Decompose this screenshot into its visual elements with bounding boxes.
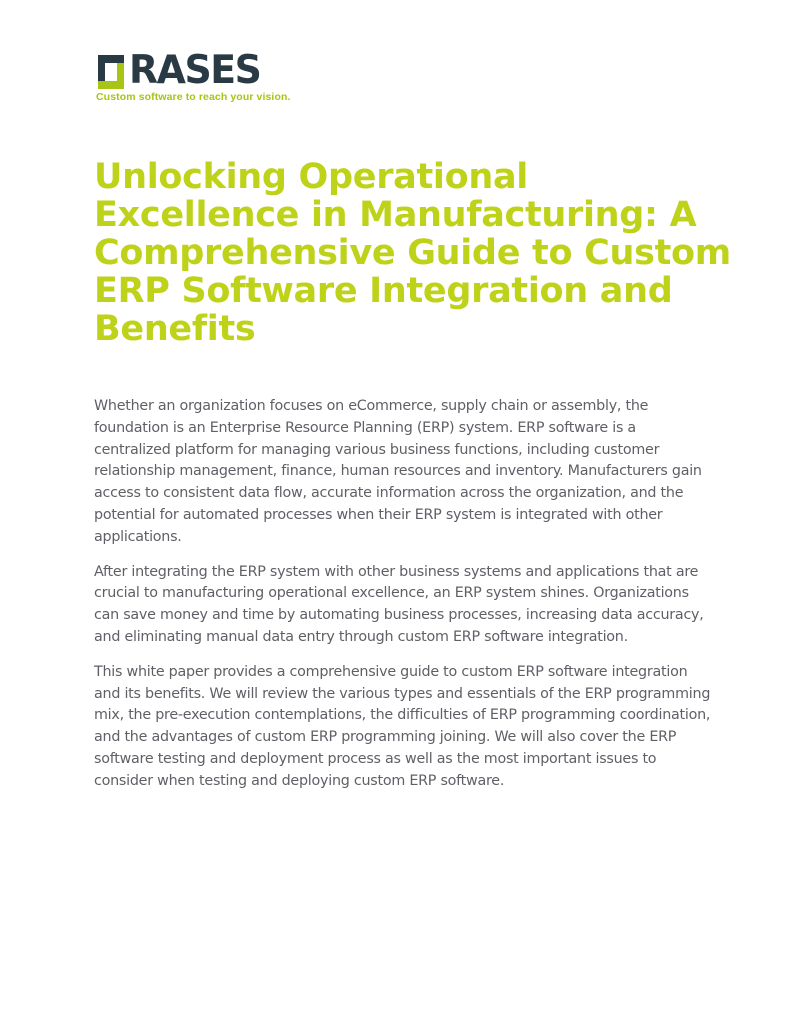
page-title: Unlocking Operational Excellence in Manufacturing: A Comprehensive Guide to Custom ERP Software Integration and Benefits (94, 157, 731, 349)
paragraph: Whether an organization focuses on eCommerce, supply chain or assembly, the foundation is an Enterprise Resource Planning (ERP) system. ERP software is a centralized platform for managing various business functions, including customer relationship management, finance, human resources and inventory. Manufacturers gain access to consistent data flow, accurate information across the organization, and the potential for automated processes when their ERP system is integrated with other applications. (94, 398, 702, 545)
paragraph: This white paper provides a comprehensive guide to custom ERP software integration and its benefits. We will review the various types and essentials of the ERP programming mix, the pre-execution contemplations, the difficulties of ERP programming coordination, and the advantages of custom ERP programming joining. We will also cover the ERP software testing and deployment process as well as the most important issues to consider when testing and deploying custom ERP software. (94, 663, 711, 789)
orases-logo (95, 48, 295, 105)
paragraph: After integrating the ERP system with other business systems and applications that are crucial to manufacturing operational excellence, an ERP system shines. Organizations can save money and time by automating business processes, increasing data accuracy, and eliminating manual data entry through custom ERP software integration. (94, 563, 704, 645)
orases-logo-mark-icon (95, 55, 127, 89)
body-text (94, 396, 714, 806)
logo-wordmark: RASES (129, 48, 261, 93)
logo-tagline: Custom software to reach your vision. (96, 91, 291, 103)
